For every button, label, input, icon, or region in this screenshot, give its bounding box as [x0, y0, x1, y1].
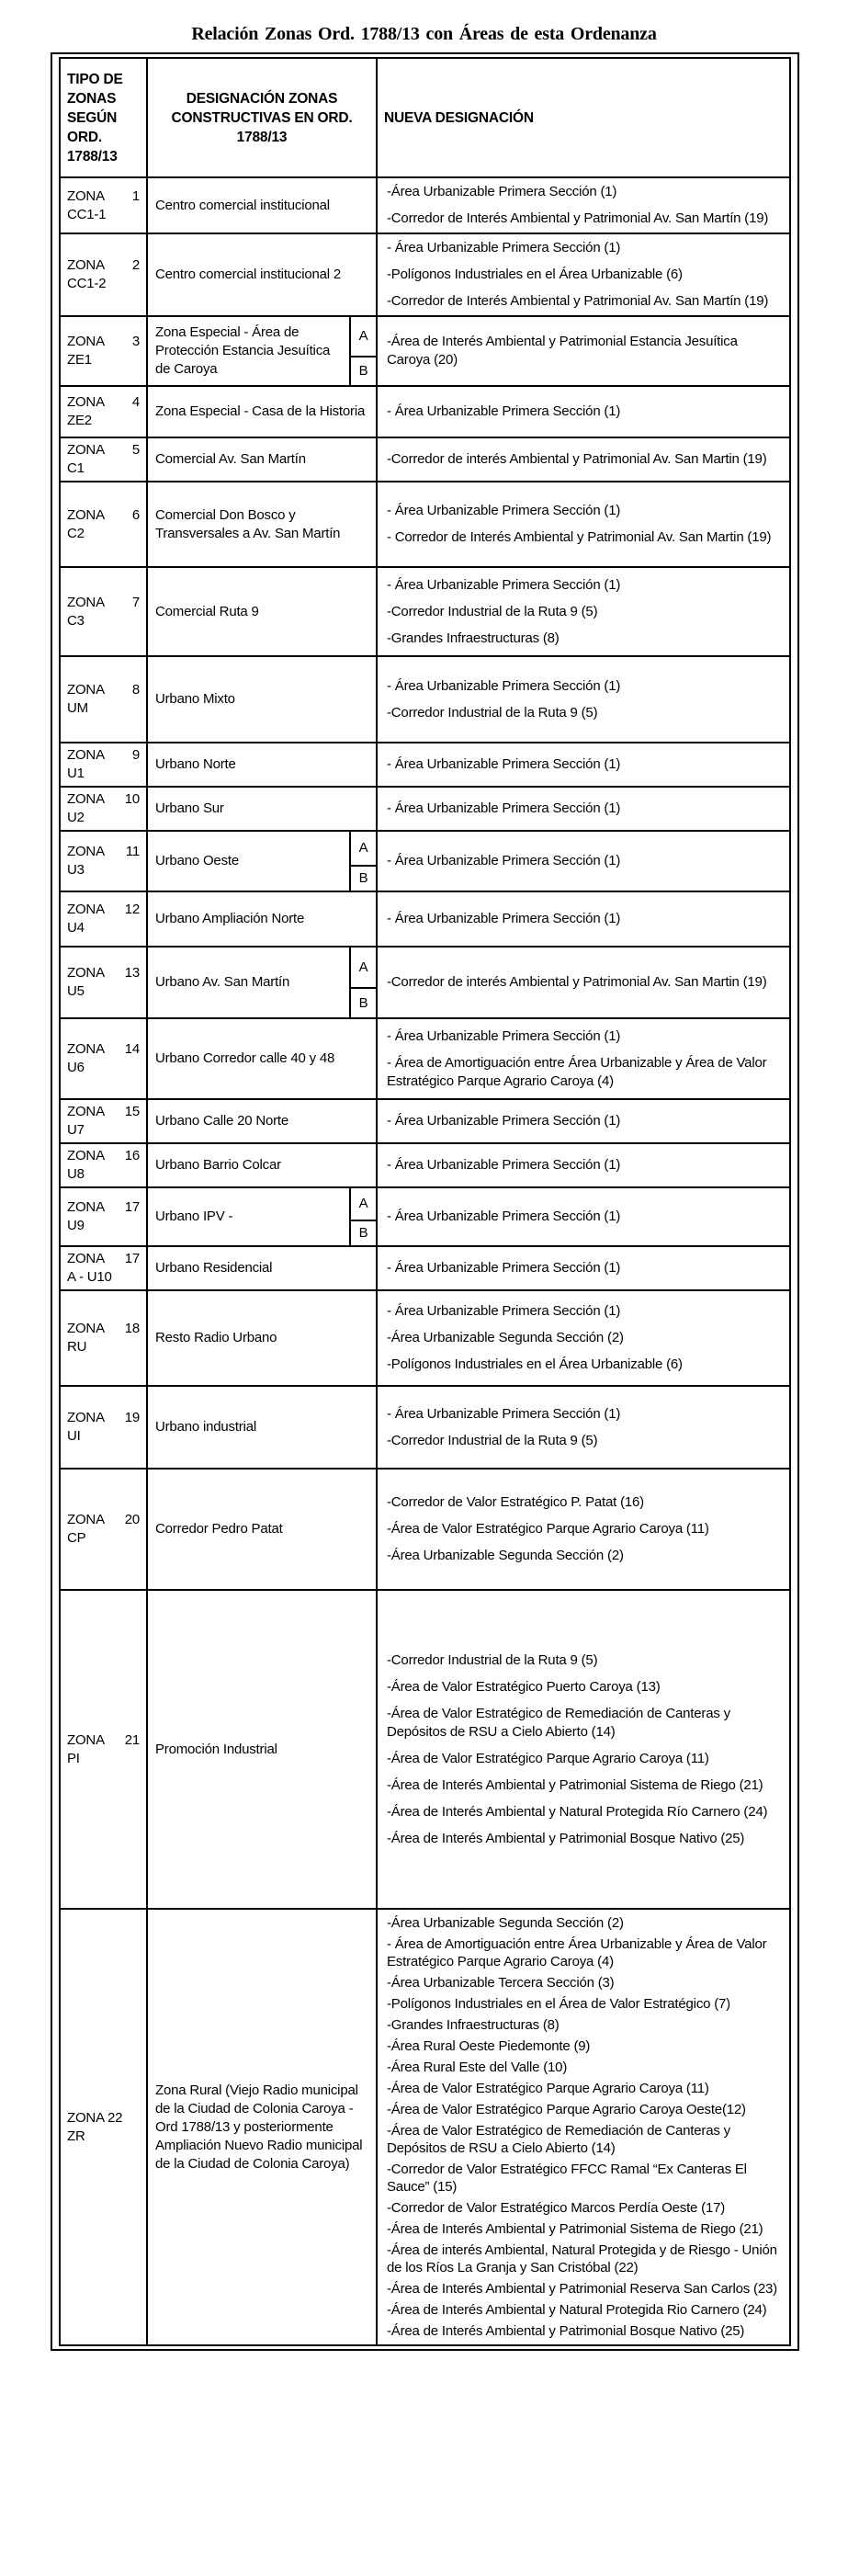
zona-cell [61, 788, 148, 830]
designacion-cell [148, 948, 378, 1017]
table-row [61, 1100, 789, 1144]
zona-code: UM [67, 700, 88, 716]
nueva-item: - Área Urbanizable Primera Sección (1) [387, 756, 621, 772]
nueva-item: - Área Urbanizable Primera Sección (1) [387, 911, 621, 926]
designacion-cell [148, 1188, 378, 1245]
zona-label: ZONA [67, 257, 105, 273]
designacion-text: Urbano Residencial [155, 1260, 273, 1276]
zona-top-line [67, 1103, 140, 1121]
zona-top-line [67, 1731, 140, 1750]
zona-label: ZONA [67, 187, 105, 204]
table-header-row [61, 59, 789, 178]
table-row [61, 743, 789, 788]
table-row [61, 1591, 789, 1910]
nueva-cell [378, 1291, 789, 1385]
table-row [61, 948, 789, 1019]
designacion-cell [148, 1291, 378, 1385]
zona-cell [61, 948, 148, 1017]
zona-code: U9 [67, 1218, 85, 1233]
zona-top-line [67, 1198, 140, 1217]
zona-top-line [67, 1409, 140, 1427]
nueva-cell [378, 1387, 789, 1468]
designacion-text: Zona Especial - Casa de la Historia [155, 403, 366, 419]
nueva-item: -Área de Valor Estratégico Parque Agrario Caroya (11) [387, 2081, 709, 2096]
designacion-cell [148, 1144, 378, 1186]
designacion-text: Urbano Mixto [155, 691, 235, 707]
table-row [61, 1144, 789, 1188]
zona-number: 6 [131, 506, 140, 523]
zona-cell [61, 743, 148, 786]
table-row [61, 1188, 789, 1247]
sub-b-cell [351, 357, 376, 385]
nueva-item: -Área de Interés Ambiental y Patrimonial Reserva San Carlos (23) [387, 2281, 777, 2297]
designacion-cell [148, 178, 378, 233]
designacion-text: Urbano industrial [155, 1419, 256, 1435]
zona-code: ZE1 [67, 352, 92, 368]
nueva-item: -Área de Interés Ambiental y Patrimonial Bosque Nativo (25) [387, 2323, 745, 2339]
designacion-text: Corredor Pedro Patat [155, 1521, 283, 1537]
zona-top-line [67, 901, 140, 919]
designacion-text: Urbano Sur [155, 800, 224, 816]
nueva-item: -Corredor Industrial de la Ruta 9 (5) [387, 603, 598, 619]
header-cell-nueva-designacion: NUEVA DESIGNACIÓN [384, 109, 534, 126]
table-row [61, 317, 789, 387]
table-row [61, 568, 789, 657]
designacion-text: Urbano Calle 20 Norte [155, 1113, 289, 1129]
nueva-cell [378, 387, 789, 437]
zona-number: 17 [124, 1199, 140, 1215]
nueva-item: - Área Urbanizable Primera Sección (1) [387, 1027, 621, 1044]
table-row [61, 1019, 789, 1100]
zona-label: ZONA [67, 394, 105, 410]
sub-a-cell [351, 317, 376, 357]
zona-cell [61, 178, 148, 233]
zona-code: U7 [67, 1122, 85, 1138]
zona-code: CC1-2 [67, 276, 107, 291]
zona-top-line [67, 1040, 140, 1059]
zona-top-line [67, 187, 140, 206]
nueva-item: - Área Urbanizable Primera Sección (1) [387, 503, 621, 518]
zona-top-line [67, 256, 140, 275]
nueva-item: -Área de Interés Ambiental y Natural Protegida Río Carnero (24) [387, 1803, 768, 1820]
nueva-item: -Corredor Industrial de la Ruta 9 (5) [387, 704, 598, 721]
table-row [61, 832, 789, 892]
zona-code: UI [67, 1428, 81, 1444]
zona-cell [61, 317, 148, 385]
nueva-item: - Área Urbanizable Primera Sección (1) [387, 800, 621, 816]
ab-subcolumn [349, 1188, 376, 1245]
zona-number: 9 [131, 747, 140, 763]
zona-label: ZONA [67, 844, 105, 859]
nueva-item: - Corredor de Interés Ambiental y Patrimonial Av. San Martin (19) [387, 529, 772, 545]
zona-label: ZONA 22 [67, 2109, 123, 2126]
zona-number: 15 [124, 1104, 140, 1119]
nueva-item: - Área Urbanizable Primera Sección (1) [387, 1157, 621, 1173]
designacion-text: Promoción Industrial [155, 1741, 277, 1757]
zona-code: ZR [67, 2128, 85, 2144]
zona-cell [61, 1100, 148, 1142]
nueva-item: -Polígonos Industriales en el Área de Valor Estratégico (7) [387, 1996, 730, 2012]
zona-label: ZONA [67, 1731, 105, 1748]
nueva-item: -Área de Interés Ambiental y Patrimonial Estancia Jesuítica Caroya (20) [387, 334, 738, 368]
designacion-cell [148, 892, 378, 946]
nueva-cell [378, 568, 789, 655]
zona-cell [61, 1019, 148, 1098]
zona-number: 11 [125, 844, 140, 859]
zona-label: ZONA [67, 1251, 105, 1266]
nueva-cell [378, 832, 789, 891]
zona-top-line [67, 843, 140, 861]
zona-number: 2 [131, 257, 140, 273]
nueva-cell [378, 1591, 789, 1908]
nueva-item: -Corredor de interés Ambiental y Patrimonial Av. San Martin (19) [387, 451, 767, 467]
designacion-cell [148, 1019, 378, 1098]
zona-code: U3 [67, 862, 85, 878]
sub-a-label: A [358, 959, 368, 975]
sub-b-cell [351, 867, 376, 891]
zona-code: CP [67, 1530, 86, 1546]
designacion-text: Urbano Oeste [155, 853, 239, 868]
sub-a-label: A [358, 328, 368, 344]
zona-code: RU [67, 1339, 87, 1355]
zona-number: 5 [131, 442, 140, 458]
nueva-item: -Área Urbanizable Primera Sección (1) [387, 184, 617, 199]
nueva-item: -Área Urbanizable Segunda Sección (2) [387, 1915, 624, 1931]
designacion-cell [148, 387, 378, 437]
zona-code: C2 [67, 525, 85, 541]
table-row [61, 1247, 789, 1291]
zona-cell [61, 1188, 148, 1245]
designacion-cell [148, 1591, 378, 1908]
designacion-text: Comercial Ruta 9 [155, 603, 259, 619]
zona-code: A - U10 [67, 1269, 112, 1285]
nueva-item: - Área Urbanizable Primera Sección (1) [387, 240, 621, 255]
zona-number: 10 [124, 791, 140, 807]
sub-b-cell [351, 989, 376, 1017]
nueva-item: -Área Urbanizable Segunda Sección (2) [387, 1330, 624, 1345]
nueva-cell [378, 1100, 789, 1142]
nueva-item: -Área de Interés Ambiental y Patrimonial Sistema de Riego (21) [387, 2221, 763, 2237]
zona-top-line [67, 506, 140, 525]
designacion-text: Zona Especial - Área de Protección Estancia Jesuítica de Caroya [155, 324, 331, 377]
zona-code: U8 [67, 1166, 85, 1182]
nueva-item: -Área de interés Ambiental, Natural Protegida y de Riesgo - Unión de los Ríos La Granja y San Cristóbal (22) [387, 2242, 777, 2275]
zona-code: ZE2 [67, 413, 92, 428]
zona-cell [61, 387, 148, 437]
zona-label: ZONA [67, 1104, 105, 1119]
nueva-item: -Corredor de Interés Ambiental y Patrimonial Av. San Martín (19) [387, 293, 769, 309]
nueva-item: -Corredor de Valor Estratégico FFCC Ramal “Ex Canteras El Sauce” (15) [387, 2162, 747, 2195]
table-row [61, 438, 789, 482]
designacion-text: Centro comercial institucional 2 [155, 267, 342, 282]
nueva-item: - Área Urbanizable Primera Sección (1) [387, 677, 621, 694]
zona-top-line [67, 746, 140, 765]
nueva-cell [378, 892, 789, 946]
zona-number: 18 [124, 1321, 140, 1336]
nueva-item: - Área de Amortiguación entre Área Urbanizable y Área de Valor Estratégico Parque Agrario Caroya (4) [387, 1054, 767, 1089]
zona-top-line [67, 790, 140, 809]
designacion-text: Urbano Corredor calle 40 y 48 [155, 1050, 335, 1066]
table-row [61, 1387, 789, 1470]
nueva-item: -Polígonos Industriales en el Área Urbanizable (6) [387, 1356, 683, 1372]
zona-label: ZONA [67, 594, 105, 610]
table-row [61, 387, 789, 438]
zona-cell [61, 1470, 148, 1589]
designacion-cell [148, 568, 378, 655]
zona-code: U6 [67, 1060, 85, 1075]
zona-number: 16 [124, 1148, 140, 1163]
designacion-text: Urbano Av. San Martín [155, 974, 290, 990]
zona-top-line [67, 333, 140, 351]
zona-label: ZONA [67, 1410, 105, 1425]
zona-number: 4 [131, 394, 140, 410]
zona-label: ZONA [67, 747, 105, 763]
nueva-item: -Área de Interés Ambiental y Patrimonial Bosque Nativo (25) [387, 1830, 745, 1846]
zona-label: ZONA [67, 965, 105, 981]
nueva-item: -Área de Valor Estratégico Parque Agrario Caroya Oeste(12) [387, 2102, 746, 2117]
table-body [61, 178, 789, 2344]
header-cell-tipo-de-zonas: TIPO DE ZONAS SEGÚN ORD. 1788/13 [61, 59, 148, 176]
designacion-text: Urbano Norte [155, 756, 236, 772]
designacion-cell [148, 482, 378, 566]
zona-label: ZONA [67, 902, 105, 917]
nueva-cell [378, 438, 789, 481]
nueva-cell [378, 743, 789, 786]
zona-code: CC1-1 [67, 206, 107, 222]
nueva-item: - Área Urbanizable Primera Sección (1) [387, 403, 621, 419]
zona-number: 7 [131, 594, 140, 610]
zona-cell [61, 832, 148, 891]
nueva-item: -Área Urbanizable Tercera Sección (3) [387, 1975, 615, 1991]
sub-b-cell [351, 1221, 376, 1245]
zona-label: ZONA [67, 506, 105, 523]
zona-label: ZONA [67, 682, 105, 698]
designacion-cell [148, 1100, 378, 1142]
table-row [61, 892, 789, 948]
table-row [61, 1910, 789, 2344]
zona-label: ZONA [67, 334, 105, 349]
nueva-cell [378, 1188, 789, 1245]
nueva-item: -Área de Interés Ambiental y Patrimonial Sistema de Riego (21) [387, 1776, 763, 1793]
sub-a-cell [351, 948, 376, 989]
zona-top-line [67, 441, 140, 460]
zona-number: 13 [124, 965, 140, 981]
zona-cell [61, 657, 148, 742]
zona-top-line [67, 681, 140, 699]
table-row [61, 482, 789, 568]
sub-a-label: A [358, 840, 368, 856]
zona-code: U5 [67, 983, 85, 999]
zona-cell [61, 1387, 148, 1468]
zona-label: ZONA [67, 1512, 105, 1527]
zona-number: 19 [124, 1410, 140, 1425]
nueva-item: - Área Urbanizable Primera Sección (1) [387, 576, 621, 593]
designacion-cell [148, 1470, 378, 1589]
nueva-item: -Área de Interés Ambiental y Natural Protegida Rio Carnero (24) [387, 2302, 767, 2318]
table-row [61, 178, 789, 234]
zona-number: 20 [124, 1512, 140, 1527]
zona-top-line [67, 594, 140, 612]
nueva-item: -Corredor Industrial de la Ruta 9 (5) [387, 1432, 598, 1448]
zona-code: C3 [67, 612, 85, 629]
zona-cell [61, 234, 148, 315]
zona-code: C1 [67, 460, 85, 476]
ab-subcolumn [349, 948, 376, 1017]
nueva-item: - Área Urbanizable Primera Sección (1) [387, 853, 621, 868]
sub-b-label: B [358, 1225, 368, 1241]
designacion-text: Urbano Ampliación Norte [155, 911, 305, 926]
zona-number: 1 [131, 187, 140, 204]
nueva-item: -Área de Valor Estratégico de Remediación de Canteras y Depósitos de RSU a Cielo Abierto (14) [387, 1705, 730, 1740]
nueva-cell [378, 482, 789, 566]
sub-b-label: B [358, 870, 368, 886]
nueva-item: - Área Urbanizable Primera Sección (1) [387, 1260, 621, 1276]
zona-number: 17 [124, 1251, 140, 1266]
nueva-cell [378, 788, 789, 830]
nueva-cell [378, 1247, 789, 1289]
designacion-cell [148, 657, 378, 742]
designacion-cell [148, 1910, 378, 2344]
nueva-item: -Área de Valor Estratégico de Remediación de Canteras y Depósitos de RSU a Cielo Abierto (14) [387, 2123, 730, 2156]
designacion-text: Resto Radio Urbano [155, 1330, 277, 1345]
zona-top-line [67, 2109, 140, 2128]
zona-label: ZONA [67, 791, 105, 807]
sub-b-label: B [358, 363, 368, 379]
nueva-cell [378, 657, 789, 742]
zona-cell [61, 892, 148, 946]
designacion-cell [148, 1247, 378, 1289]
sub-b-label: B [358, 994, 368, 1011]
designacion-cell [148, 234, 378, 315]
nueva-cell [378, 317, 789, 385]
nueva-item: - Área Urbanizable Primera Sección (1) [387, 1113, 621, 1129]
nueva-item: -Grandes Infraestructuras (8) [387, 630, 560, 646]
nueva-item: -Corredor Industrial de la Ruta 9 (5) [387, 1651, 598, 1668]
zona-top-line [67, 393, 140, 412]
table-row [61, 657, 789, 743]
nueva-cell [378, 1470, 789, 1589]
ab-subcolumn [349, 832, 376, 891]
nueva-cell [378, 234, 789, 315]
zona-number: 8 [131, 682, 140, 698]
zona-cell [61, 482, 148, 566]
designacion-text: Comercial Don Bosco y Transversales a Av. San Martín [155, 506, 341, 541]
zona-number: 14 [124, 1041, 140, 1057]
table-row [61, 1291, 789, 1387]
page-title: Relación Zonas Ord. 1788/13 con Áreas de esta Ordenanza [191, 24, 657, 44]
nueva-item: -Polígonos Industriales en el Área Urbanizable (6) [387, 267, 683, 282]
sub-a-cell [351, 832, 376, 867]
designacion-text: Comercial Av. San Martín [155, 451, 306, 467]
designacion-cell [148, 438, 378, 481]
nueva-item: -Área Rural Oeste Piedemonte (9) [387, 2038, 591, 2054]
zona-top-line [67, 1511, 140, 1529]
zona-code: U4 [67, 920, 85, 936]
designacion-cell [148, 788, 378, 830]
designacion-text: Urbano IPV - [155, 1209, 233, 1224]
zona-label: ZONA [67, 1321, 105, 1336]
zona-label: ZONA [67, 1041, 105, 1057]
nueva-item: -Grandes Infraestructuras (8) [387, 2017, 560, 2033]
nueva-item: - Área Urbanizable Primera Sección (1) [387, 1303, 621, 1319]
zona-cell [61, 1247, 148, 1289]
designacion-cell [148, 317, 378, 385]
zona-label: ZONA [67, 442, 105, 458]
sub-a-label: A [358, 1196, 368, 1211]
table-row [61, 234, 789, 317]
nueva-cell [378, 948, 789, 1017]
designacion-text: Zona Rural (Viejo Radio municipal de la Ciudad de Colonia Caroya - Ord 1788/13 y posteriormente Ampliación Nuevo Radio municipal de la Ciudad de Colonia Caroya) [155, 2082, 363, 2172]
nueva-item: -Corredor de Valor Estratégico Marcos Perdía Oeste (17) [387, 2200, 726, 2216]
nueva-item: - Área de Amortiguación entre Área Urbanizable y Área de Valor Estratégico Parque Agrario Caroya (4) [387, 1936, 767, 1969]
designacion-text: Centro comercial institucional [155, 197, 330, 213]
nueva-item: -Área de Valor Estratégico Puerto Caroya (13) [387, 1678, 661, 1695]
zona-code: U2 [67, 810, 85, 825]
nueva-item: -Área de Valor Estratégico Parque Agrario Caroya (11) [387, 1750, 709, 1766]
nueva-item: -Corredor de Valor Estratégico P. Patat (16) [387, 1494, 644, 1510]
zona-cell [61, 1591, 148, 1908]
nueva-item: - Área Urbanizable Primera Sección (1) [387, 1209, 621, 1224]
nueva-item: -Área Rural Este del Valle (10) [387, 2060, 568, 2075]
table-row [61, 1470, 789, 1591]
zona-cell [61, 1910, 148, 2344]
table-row [61, 788, 789, 832]
designacion-cell [148, 743, 378, 786]
designacion-cell [148, 1387, 378, 1468]
designacion-cell [148, 832, 378, 891]
zona-number: 3 [131, 334, 140, 349]
zona-cell [61, 438, 148, 481]
nueva-item: - Área Urbanizable Primera Sección (1) [387, 1405, 621, 1422]
zona-label: ZONA [67, 1199, 105, 1215]
zona-number: 21 [124, 1731, 140, 1748]
zona-top-line [67, 1250, 140, 1268]
designacion-text: Urbano Barrio Colcar [155, 1157, 281, 1173]
nueva-item: -Corredor de Interés Ambiental y Patrimonial Av. San Martín (19) [387, 210, 769, 226]
zona-label: ZONA [67, 1148, 105, 1163]
zona-number: 12 [124, 902, 140, 917]
zona-code: U1 [67, 766, 85, 781]
nueva-cell [378, 178, 789, 233]
nueva-item: -Área Urbanizable Segunda Sección (2) [387, 1548, 624, 1563]
nueva-cell [378, 1019, 789, 1098]
nueva-item: -Corredor de interés Ambiental y Patrimonial Av. San Martin (19) [387, 974, 767, 990]
zona-top-line [67, 1320, 140, 1338]
zones-table [59, 57, 791, 2346]
zona-cell [61, 568, 148, 655]
ab-subcolumn [349, 317, 376, 385]
table-outer-frame [51, 52, 799, 2351]
zona-cell [61, 1291, 148, 1385]
zona-cell [61, 1144, 148, 1186]
nueva-cell [378, 1144, 789, 1186]
zona-top-line [67, 964, 140, 982]
zona-code: PI [67, 1750, 80, 1766]
zona-top-line [67, 1147, 140, 1165]
header-cell-designacion: DESIGNACIÓN ZONAS CONSTRUCTIVAS EN ORD. 1788/13 [148, 59, 378, 176]
nueva-item: -Área de Valor Estratégico Parque Agrario Caroya (11) [387, 1521, 709, 1537]
sub-a-cell [351, 1188, 376, 1221]
nueva-cell [378, 1910, 789, 2344]
